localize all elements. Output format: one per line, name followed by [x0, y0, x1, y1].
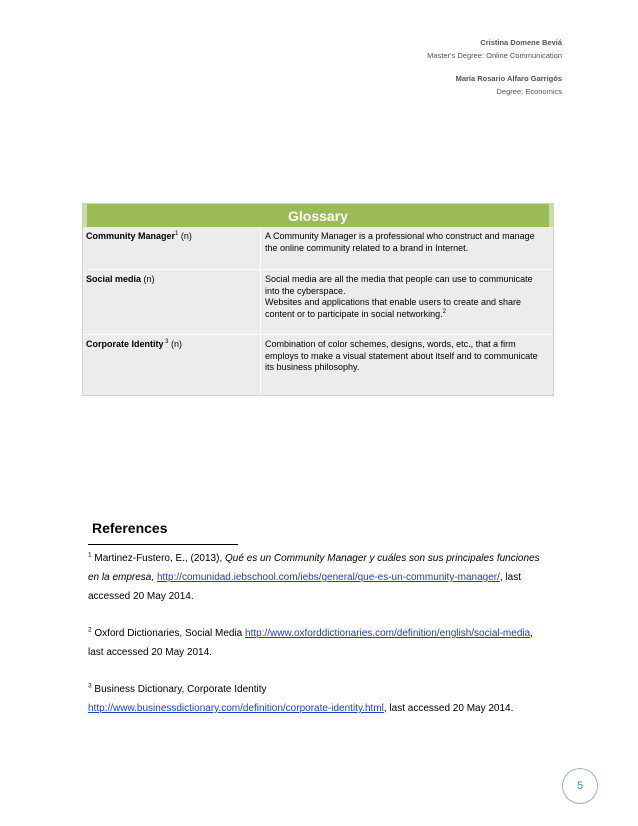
glossary-table [82, 203, 554, 396]
page-header [427, 36, 562, 98]
reference-item: $^1$ Martinez-Fustero, E., (2013), Qué es un Community Manager y cuáles son sus principales funciones en la empresa, http://comunidad.iebschool.com/iebs/general/que-es-un-community-manager/, last accessed 20 May 2014. [88, 551, 540, 602]
glossary-term: Social media (n) [83, 270, 261, 334]
glossary-term: Corporate Identity $^3$ (n) [83, 335, 261, 397]
author-name-1: Cristina Domene Beviá [480, 38, 562, 47]
reference-link[interactable]: http://www.oxforddictionaries.com/definition/english/social-media [245, 628, 531, 639]
glossary-row [83, 270, 553, 335]
glossary-definition: A Community Manager is a professional who construct and manage the online community related to a brand in Internet. [265, 231, 535, 253]
glossary-title: Glossary [83, 204, 553, 227]
glossary-definition: Social media are all the media that people can use to communicate into the cyberspace. Websites and applications that enable users to create and share content or to participate in social networking.$^2$ [265, 274, 533, 319]
author-degree-2: Degree: Economics [496, 87, 562, 96]
references-heading: References [92, 520, 168, 536]
glossary-row [83, 227, 553, 270]
author-degree-1: Master's Degree: Online Communication [427, 51, 562, 60]
glossary-row [83, 335, 553, 397]
page-number: 5 [562, 768, 598, 804]
glossary-definition: Combination of color schemes, designs, words, etc., that a firm employs to make a visual statement about itself and to communicate its business philosophy. [265, 339, 538, 372]
reference-link[interactable]: http://www.businessdictionary.com/definition/corporate-identity.html [88, 703, 384, 714]
footnote-divider [88, 544, 238, 545]
glossary-term: Community Manager$^1$ (n) [83, 227, 261, 269]
reference-link[interactable]: http://comunidad.iebschool.com/iebs/general/que-es-un-community-manager/ [156, 572, 500, 583]
author-name-2: María Rosario Alfaro Garrigós [455, 74, 562, 83]
reference-item: $^3$ Business Dictionary, Corporate Identity http://www.businessdictionary.com/definition/corporate-identity.html, last accessed 20 May 2014. [88, 682, 514, 714]
reference-item: $^2$ Oxford Dictionaries, Social Media http://www.oxforddictionaries.com/definition/english/social-media, last accessed 20 May 2014. [88, 626, 533, 658]
